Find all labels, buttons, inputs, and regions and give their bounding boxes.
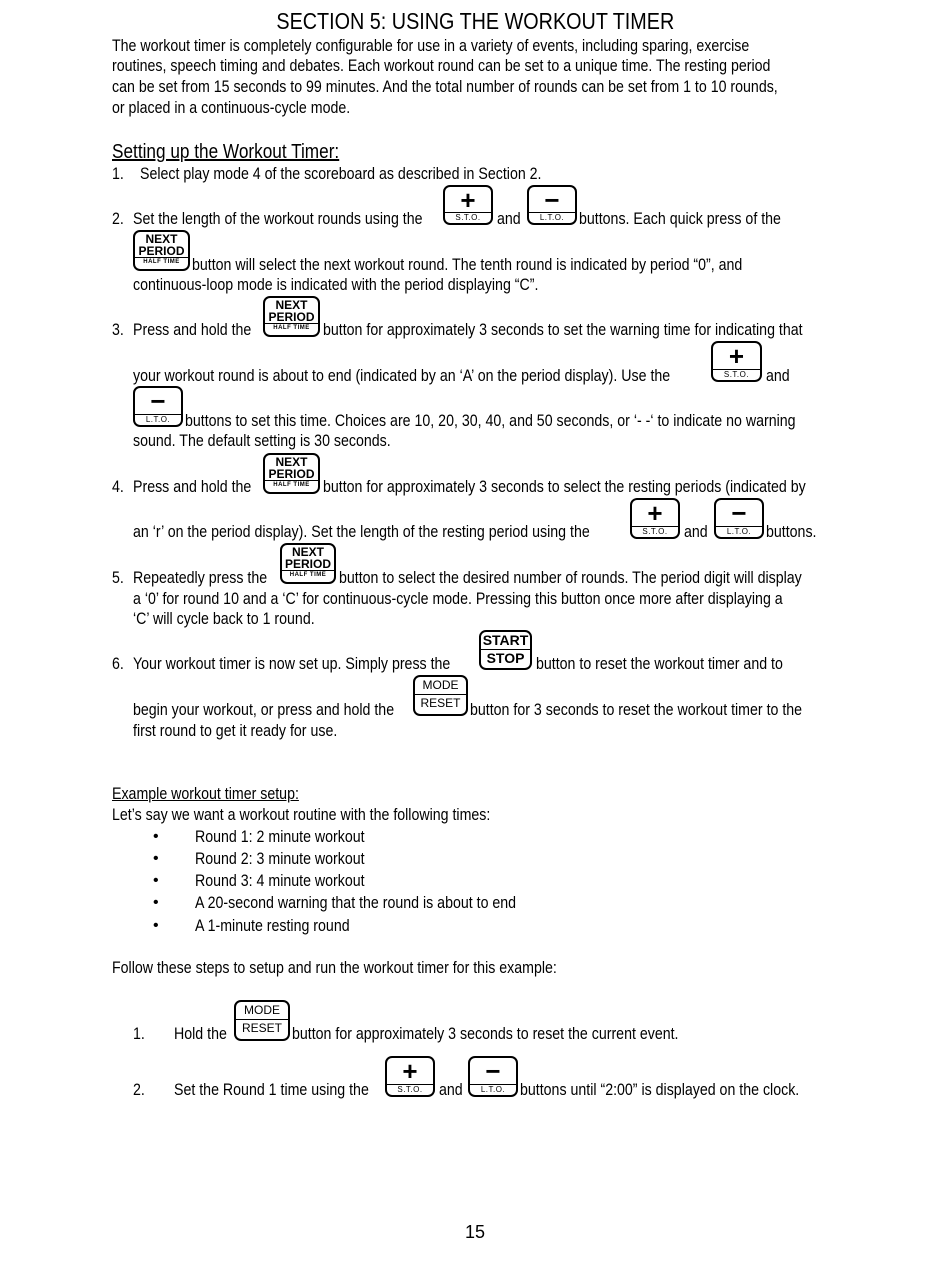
bullet-marker: • — [153, 828, 159, 845]
step-2-text-b: buttons. Each quick press of the — [579, 210, 781, 228]
example-heading: Example workout timer setup: — [112, 785, 299, 803]
step-2-text-a: Set the length of the workout rounds using the — [133, 210, 423, 228]
example-bullet-1: Round 1: 2 minute workout — [195, 828, 365, 846]
intro-line-1: The workout timer is completely configurable for use in a variety of events, including sparing, exercise — [112, 37, 750, 55]
example-bullet-5: A 1-minute resting round — [195, 917, 350, 935]
example-intro: Let’s say we want a workout routine with the following times: — [112, 806, 491, 824]
step-4-text-d: buttons. — [766, 523, 817, 541]
step-6-text-d: button for 3 seconds to reset the workout timer to the — [470, 701, 803, 719]
step-2-and: and — [497, 210, 521, 228]
bullet-marker: • — [153, 872, 159, 889]
next-period-icon: NEXT PERIOD HALF TIME — [133, 230, 190, 271]
step-1-text: Select play mode 4 of the scoreboard as described in Section 2. — [140, 165, 542, 183]
mode-reset-icon: MODE RESET — [234, 1000, 290, 1041]
step-5-text-c: a ‘0’ for round 10 and a ‘C’ for continuous-cycle mode. Pressing this button once more after displaying a — [133, 590, 783, 608]
example-step-1-text-a: Hold the — [174, 1025, 227, 1043]
minus-lto-icon: − L.T.O. — [468, 1056, 518, 1097]
next-period-icon: NEXT PERIOD HALF TIME — [280, 543, 336, 584]
step-6-text-b: button to reset the workout timer and to — [536, 655, 783, 673]
step-4-text-c: an ‘r’ on the period display). Set the length of the resting period using the — [133, 523, 590, 541]
step-5-text-d: ‘C’ will cycle back to 1 round. — [133, 610, 315, 628]
step-2-text-c: button will select the next workout round. The tenth round is indicated by period “0”, and — [192, 256, 743, 274]
example-step-2-and: and — [439, 1081, 463, 1099]
step-3-text-d: buttons to set this time. Choices are 10, 20, 30, 40, and 50 seconds, or ‘- -‘ to indicate no warning — [185, 412, 796, 430]
step-5-text-b: button to select the desired number of rounds. The period digit will display — [339, 569, 802, 587]
step-3-number: 3. — [112, 321, 124, 339]
step-3-and: and — [766, 367, 790, 385]
step-6-text-e: first round to get it ready for use. — [133, 722, 338, 740]
intro-line-2: routines, speech timing and debates. Each workout round can be set to a unique time. The resting period — [112, 57, 771, 75]
section-title: SECTION 5: USING THE WORKOUT TIMER — [276, 8, 674, 34]
step-4-number: 4. — [112, 478, 124, 496]
bullet-marker: • — [153, 894, 159, 911]
intro-line-3: can be set from 15 seconds to 99 minutes. And the total number of rounds can be set from 1 to 10 rounds, — [112, 78, 778, 96]
step-3-text-e: sound. The default setting is 30 seconds. — [133, 432, 391, 450]
example-step-1-number: 1. — [133, 1025, 145, 1043]
step-3-text-c: your workout round is about to end (indicated by an ‘A’ on the period display). Use the — [133, 367, 671, 385]
step-1-number: 1. — [112, 165, 124, 183]
next-period-icon: NEXT PERIOD HALF TIME — [263, 296, 320, 337]
step-6-text-c: begin your workout, or press and hold the — [133, 701, 395, 719]
plus-sto-icon: + S.T.O. — [443, 185, 493, 225]
bullet-marker: • — [153, 917, 159, 934]
step-6-text-a: Your workout timer is now set up. Simply press the — [133, 655, 451, 673]
minus-lto-icon: − L.T.O. — [527, 185, 577, 225]
example-bullet-4: A 20-second warning that the round is about to end — [195, 894, 517, 912]
minus-lto-icon: − L.T.O. — [133, 386, 183, 427]
page-number: 15 — [464, 1222, 486, 1242]
example-step-1-text-b: button for approximately 3 seconds to reset the current event. — [292, 1025, 679, 1043]
example-bullet-3: Round 3: 4 minute workout — [195, 872, 365, 890]
mode-reset-icon: MODE RESET — [413, 675, 468, 716]
step-4-text-a: Press and hold the — [133, 478, 252, 496]
step-5-text-a: Repeatedly press the — [133, 569, 268, 587]
step-2-text-d: continuous-loop mode is indicated with the period displaying “C”. — [133, 276, 539, 294]
plus-sto-icon: + S.T.O. — [385, 1056, 435, 1097]
step-3-text-a: Press and hold the — [133, 321, 252, 339]
step-5-number: 5. — [112, 569, 124, 587]
minus-lto-icon: − L.T.O. — [714, 498, 764, 539]
step-6-number: 6. — [112, 655, 124, 673]
plus-sto-icon: + S.T.O. — [630, 498, 680, 539]
plus-sto-icon: + S.T.O. — [711, 341, 762, 382]
next-period-icon: NEXT PERIOD HALF TIME — [263, 453, 320, 494]
step-4-and: and — [684, 523, 708, 541]
step-2-number: 2. — [112, 210, 124, 228]
example-step-2-text-a: Set the Round 1 time using the — [174, 1081, 369, 1099]
setup-heading: Setting up the Workout Timer: — [112, 141, 340, 163]
example-step-2-number: 2. — [133, 1081, 145, 1099]
start-stop-icon: START STOP — [479, 630, 532, 670]
example-follow: Follow these steps to setup and run the workout timer for this example: — [112, 959, 557, 977]
step-3-text-b: button for approximately 3 seconds to set the warning time for indicating that — [323, 321, 803, 339]
step-4-text-b: button for approximately 3 seconds to select the resting periods (indicated by — [323, 478, 806, 496]
example-step-2-text-b: buttons until “2:00” is displayed on the clock. — [520, 1081, 800, 1099]
example-bullet-2: Round 2: 3 minute workout — [195, 850, 365, 868]
intro-line-4: or placed in a continuous-cycle mode. — [112, 99, 351, 117]
bullet-marker: • — [153, 850, 159, 867]
